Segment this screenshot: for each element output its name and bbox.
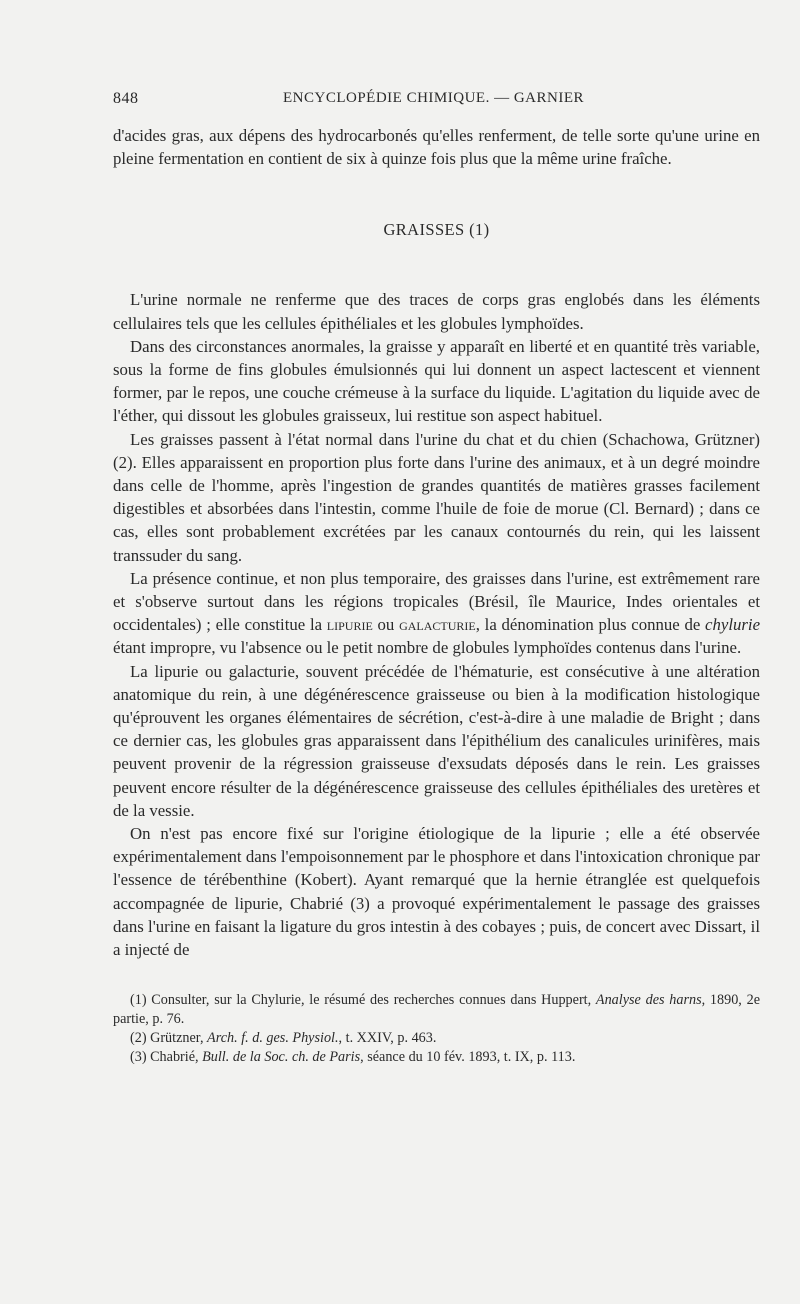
page-number: 848 bbox=[113, 90, 139, 107]
footnote-3-text-a: (3) Chabrié, bbox=[130, 1049, 203, 1066]
footnote-1 bbox=[113, 991, 760, 1029]
paragraph-4 bbox=[113, 567, 760, 660]
footnotes bbox=[113, 991, 760, 1067]
footnote-1-title: Analyse des harns bbox=[595, 992, 702, 1009]
footnote-2-text-b: , t. XXIV, p. 463. bbox=[338, 1030, 437, 1047]
paragraph-2: Dans des circonstances anormales, la graisse y apparaît en liberté et en quantité très variable, sous la forme de fins globules émulsionnés qui lui donnent un aspect lactescent et viennent former, par le repos, une couche crémeuse à la surface du liquide. L'agitation du liquide avec de l'éther, qui dissout les globules graisseux, lui restitue son aspect habituel. bbox=[113, 336, 760, 426]
footnote-2-text-a: (2) Grützner, bbox=[130, 1030, 208, 1047]
footnote-1-text-a: (1) Consulter, sur la Chylurie, le résumé des recherches connues dans Huppert, bbox=[130, 992, 596, 1009]
paragraph-3: Les graisses passent à l'état normal dans l'urine du chat et du chien (Schachowa, Grützner) (2). Elles apparaissent en proportion plus forte dans l'urine des animaux, et à un degré moindre dans celle de l'homme, après l'ingestion de grandes quantités de matières grasses facilement digestibles et absorbées dans l'intestin, comme l'huile de foie de morue (Cl. Bernard) ; dans ce cas, elles sont probablement excrétées par les canaux contournés du rein, qui les laissent transsuder du sang. bbox=[113, 429, 760, 565]
paragraph-4-text-a: La présence continue, et non plus temporaire, des graisses dans l'urine, est extrêmement rare et s'observe surtout dans les régions tropicales (Brésil, île Maurice, Indes orientales et occidentales) ; elle constitue la bbox=[113, 568, 760, 635]
paragraph-4-text-b: , la dénomination plus connue de bbox=[475, 615, 706, 635]
running-header bbox=[113, 90, 760, 114]
term-chylurie: chylurie bbox=[705, 615, 761, 635]
footnote-2 bbox=[113, 1029, 760, 1048]
term-lipurie: lipurie bbox=[326, 615, 373, 635]
footnote-3-title: Bull. de la Soc. ch. de Paris bbox=[202, 1049, 361, 1066]
term-galacturie: galacturie bbox=[399, 615, 476, 635]
intro-paragraph: d'acides gras, aux dépens des hydrocarbonés qu'elles renferment, de telle sorte qu'une urine en pleine fermentation en contient de six à quinze fois plus que la même urine fraîche. bbox=[113, 126, 760, 169]
footnote-1-text-b: , 1890, 2e partie, p. 76. bbox=[113, 992, 760, 1028]
paragraph-4-ou: ou bbox=[372, 615, 400, 635]
section-heading: GRAISSES (1) bbox=[383, 220, 490, 240]
paragraph-1: L'urine normale ne renferme que des traces de corps gras englobés dans les éléments cellulaires tels que les cellules épithéliales et les globules lymphoïdes. bbox=[113, 290, 760, 333]
footnote-2-title: Arch. f. d. ges. Physiol. bbox=[207, 1030, 339, 1047]
body-text bbox=[113, 124, 760, 961]
paragraph-5: La lipurie ou galacturie, souvent précédée de l'hématurie, est consécutive à une altération anatomique du rein, à une dégénérescence graisseuse ou bien à la modification histologique qu'éprouvent les organes élémentaires de sécrétion, c'est-à-dire à une maladie de Bright ; dans ce dernier cas, les globules gras apparaissent dans l'épithélium des canalicules urinifères, mais peuvent provenir de la régression graisseuse d'exsudats déposés dans le rein. Les graisses peuvent encore résulter de la dégénérescence graisseuse des cellules épithéliales des uretères et de la vessie. bbox=[113, 661, 760, 820]
footnote-3-text-b: , séance du 10 fév. 1893, t. IX, p. 113. bbox=[360, 1049, 576, 1066]
footnote-3 bbox=[113, 1048, 760, 1067]
running-title: ENCYCLOPÉDIE CHIMIQUE. — GARNIER bbox=[283, 90, 584, 106]
paragraph-6: On n'est pas encore fixé sur l'origine étiologique de la lipurie ; elle a été observée expérimentalement dans l'empoisonnement par le phosphore et dans l'intoxication chronique par l'essence de térébenthine (Kobert). Ayant remarqué que la hernie étranglée est quelquefois accompagnée de lipurie, Chabrié (3) a provoqué expérimentalement le passage des graisses dans l'urine en faisant la ligature du gros intestin à des cobayes ; puis, de concert avec Dissart, il a injecté de bbox=[113, 824, 760, 960]
paragraph-4-text-c: étant impropre, vu l'absence ou le petit nombre de globules lymphoïdes contenus dans l'urine. bbox=[113, 638, 742, 658]
